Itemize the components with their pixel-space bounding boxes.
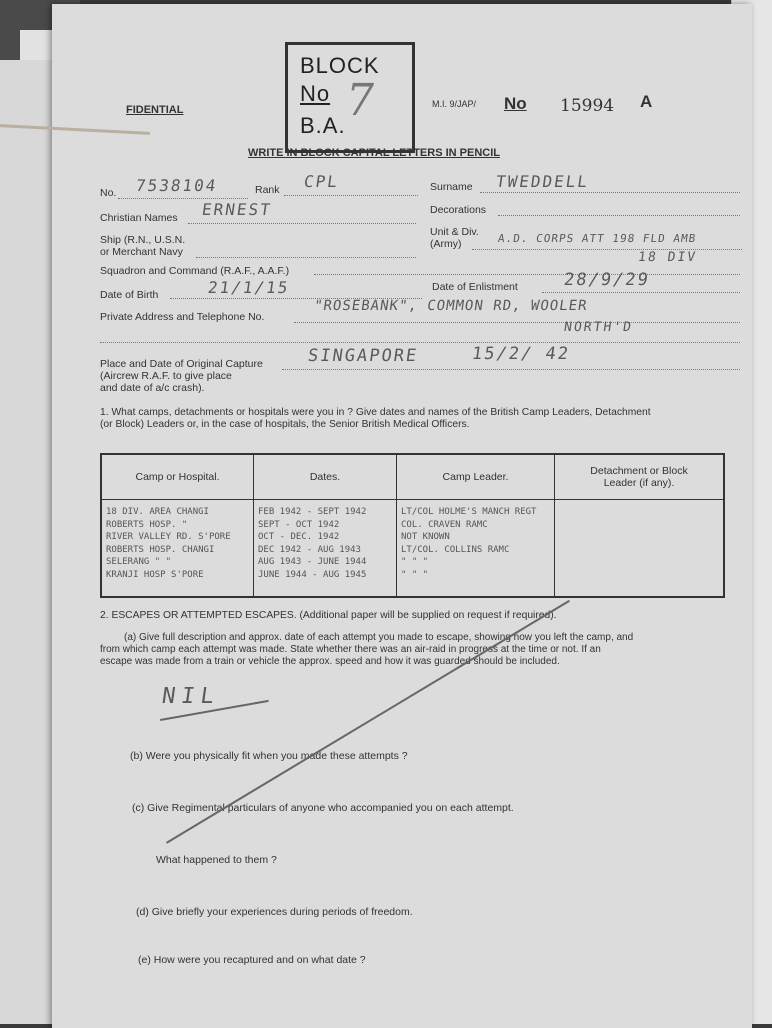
block-stamp [285,42,415,153]
capture-label: Place and Date of Original Capture [100,358,263,370]
enlistment-value: 28/9/29 [562,270,652,290]
col-header-camp-leader: Camp Leader. [397,454,555,500]
camp-cell: 18 DIV. AREA CHANGI ROBERTS HOSP. " RIVER VALLEY RD. S'PORE ROBERTS HOSP. CHANGI SELERANG " " KRANJI HOSP S'PORE [101,500,254,598]
ship-label: Ship (R.N., U.S.N. [100,234,186,246]
capture-place: SINGAPORE [306,346,420,366]
no-label: No [504,94,527,113]
question-2e: (e) How were you recaptured and on what date ? [138,954,366,966]
block-no-label: No [300,81,331,106]
capture-label-2: (Aircrew R.A.F. to give place [100,370,232,382]
surname-value: TWEDDELL [494,172,591,191]
capture-label-3: and date of a/c crash). [100,382,205,394]
col-header-dates: Dates. [254,454,397,500]
squadron-label: Squadron and Command (R.A.F., A.A.F.) [100,265,290,277]
col-header-camp: Camp or Hospital. [101,454,254,500]
unit-label: Unit & Div. [430,226,479,238]
question-2c-follow-up: What happened to them ? [156,854,277,866]
christian-names-value: ERNEST [200,200,274,219]
dob-value: 21/1/15 [206,278,291,297]
mi-reference: M.I. 9/JAP/ [432,99,477,109]
ship-label-2: or Merchant Navy [100,246,183,258]
unit-value-2: 18 DIV [636,250,699,265]
col-header-detachment: Detachment or Block Leader (if any). [555,454,725,500]
camps-table [100,453,725,598]
question-2d: (d) Give briefly your experiences during periods of freedom. [136,906,413,918]
question-2a-line-3: escape was made from a train or vehicle the approx. speed and how it was guarded should be included. [100,656,560,667]
address-value: "ROSEBANK", COMMON RD, WOOLER [312,298,589,314]
questionnaire-form [52,4,752,1028]
address-value-2: NORTH'D [562,320,634,335]
enlistment-label: Date of Enlistment [432,281,518,293]
question-2-title: 2. ESCAPES OR ATTEMPTED ESCAPES. (Additional paper will be supplied on request if required). [100,610,557,621]
detachment-cell [555,500,725,598]
escape-answer: NIL [160,684,222,709]
capture-date: 15/2/ 42 [470,344,572,364]
block-number: 7 [341,75,379,126]
service-no-label: No. [100,187,117,199]
question-2b: (b) Were you physically fit when you made these attempts ? [130,750,408,762]
rank-label: Rank [255,184,280,196]
address-label: Private Address and Telephone No. [100,311,265,323]
unit-label-2: (Army) [430,238,462,250]
decorations-label: Decorations [430,204,487,216]
table-row [101,500,724,598]
question-1: 1. What camps, detachments or hospitals were you in ? Give dates and names of the British Camp Leaders, Detachment [100,407,651,418]
instruction-banner: WRITE IN BLOCK CAPITAL LETTERS IN PENCIL [248,147,500,159]
dates-cell: FEB 1942 - SEPT 1942 SEPT - OCT 1942 OCT - DEC. 1942 DEC 1942 - AUG 1943 AUG 1943 - JUNE 1944 JUNE 1944 - AUG 1945 [254,500,397,598]
question-2a: (a) Give full description and approx. date of each attempt you made to escape, showing how you left the camp, and [124,632,634,643]
form-suffix: A [640,92,653,111]
surname-label: Surname [430,181,473,193]
block-ba: B.A. [300,113,346,138]
service-no-value: 7538104 [134,176,219,195]
christian-names-label: Christian Names [100,212,178,224]
dob-label: Date of Birth [100,289,159,301]
rank-value: CPL [302,172,341,191]
unit-value: A.D. CORPS ATT 198 FLD AMB [497,232,698,245]
question-2c: (c) Give Regimental particulars of anyone who accompanied you on each attempt. [132,802,514,814]
leader-cell: LT/COL HOLME'S MANCH REGT COL. CRAVEN RAMC NOT KNOWN LT/COL. COLLINS RAMC " " " " " " [397,500,555,598]
question-1-line-2: (or Block) Leaders or, in the case of hospitals, the Senior British Medical Officers. [100,419,470,430]
question-2a-line-2: from which camp each attempt was made. State whether there was an air-raid in progress at the time or not. If an [100,644,601,655]
form-number: 15994 [560,96,615,116]
confidential-marking: FIDENTIAL [126,104,184,116]
block-word: BLOCK [300,53,380,78]
